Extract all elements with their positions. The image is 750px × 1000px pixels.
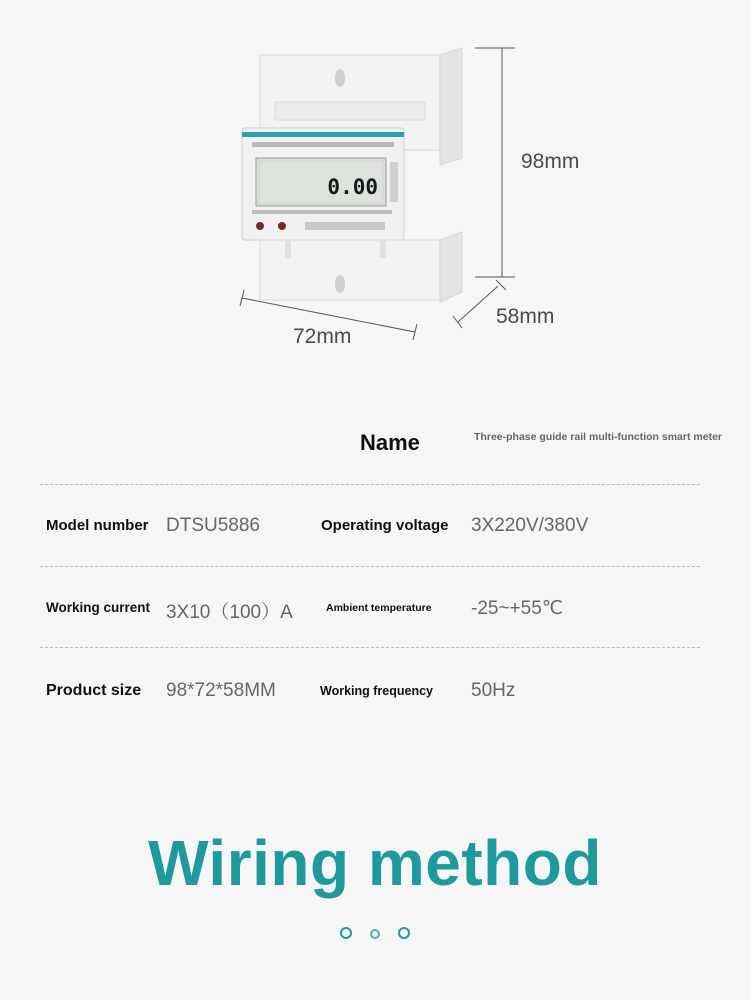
section-heading: Wiring method <box>148 827 602 899</box>
pagination-dot[interactable] <box>398 927 410 939</box>
name-label: Name <box>360 430 420 455</box>
operating-voltage-value: 3X220V/380V <box>471 515 589 536</box>
divider <box>40 647 700 648</box>
working-frequency-value: 50Hz <box>471 680 516 701</box>
product-size-label: Product size <box>46 682 142 699</box>
operating-voltage-label: Operating voltage <box>321 517 449 534</box>
working-current-label: Working current <box>46 600 151 615</box>
product-size-value: 98*72*58MM <box>166 680 276 701</box>
model-number-value: DTSU5886 <box>166 515 260 536</box>
name-value: Three-phase guide rail multi-function smart meter <box>474 431 722 443</box>
model-number-label: Model number <box>46 517 149 534</box>
width-dimension-label: 72mm <box>293 325 352 348</box>
ambient-temperature-value: -25~+55℃ <box>471 598 564 619</box>
divider <box>40 484 700 485</box>
product-image <box>230 40 520 340</box>
pagination-dot[interactable] <box>370 929 380 939</box>
working-current-value: 3X10（100）A <box>166 602 293 623</box>
lcd-reading: 0.00 <box>327 175 378 199</box>
working-frequency-label: Working frequency <box>320 684 433 698</box>
pagination-dot-active[interactable] <box>340 927 352 939</box>
divider <box>40 566 700 567</box>
height-dimension-label: 98mm <box>521 150 580 173</box>
ambient-temperature-label: Ambient temperature <box>326 602 432 614</box>
depth-dimension-label: 58mm <box>496 305 555 328</box>
pagination-dots <box>0 926 750 944</box>
